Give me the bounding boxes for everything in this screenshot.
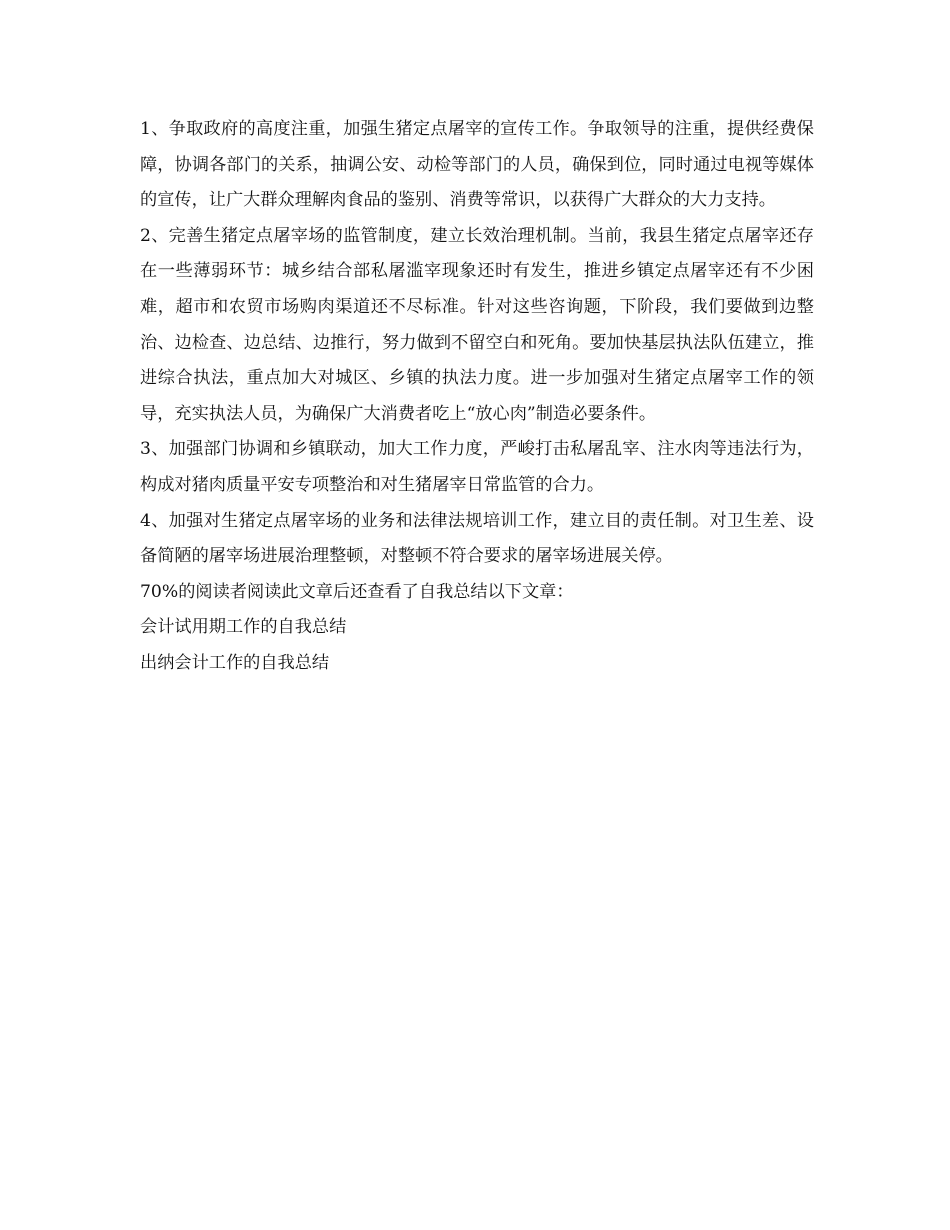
paragraph-1: 1、争取政府的高度注重，加强生猪定点屠宰的宣传工作。争取领导的注重，提供经费保障，协调各部门的关系，抽调公安、动检等部门的人员，确保到位，同时通过电视等媒体的宣传，让广大群众理解肉食品的鉴别、消费等常识，以获得广大群众的大力支持。 <box>140 119 814 211</box>
paragraph-4: 4、加强对生猪定点屠宰场的业务和法律法规培训工作，建立目的责任制。对卫生差、设备简陋的屠宰场进展治理整顿，对整顿不符合要求的屠宰场进展关停。 <box>140 510 814 567</box>
related-link-2[interactable]: 出纳会计工作的自我总结 <box>140 652 330 673</box>
paragraph-3: 3、加强部门协调和乡镇联动，加大工作力度，严峻打击私屠乱宰、注水肉等违法行为，构成对猪肉质量平安专项整治和对生猪屠宰日常监管的合力。 <box>140 439 814 495</box>
related-link-1[interactable]: 会计试用期工作的自我总结 <box>140 617 347 638</box>
related-intro: 70%的阅读者阅读此文章后还查看了自我总结以下文章： <box>140 581 574 602</box>
document-body <box>140 112 814 682</box>
paragraph-2: 2、完善生猪定点屠宰场的监管制度，建立长效治理机制。当前，我县生猪定点屠宰还存在一些薄弱环节：城乡结合部私屠滥宰现象还时有发生，推进乡镇定点屠宰还有不少困难，超市和农贸市场购肉渠道还不尽标准。针对这些咨询题，下阶段，我们要做到边整治、边检查、边总结、边推行，努力做到不留空白和死角。要加快基层执法队伍建立，推进综合执法，重点加大对城区、乡镇的执法力度。进一步加强对生猪定点屠宰工作的领导，充实执法人员，为确保广大消费者吃上“放心肉”制造必要条件。 <box>140 225 814 424</box>
